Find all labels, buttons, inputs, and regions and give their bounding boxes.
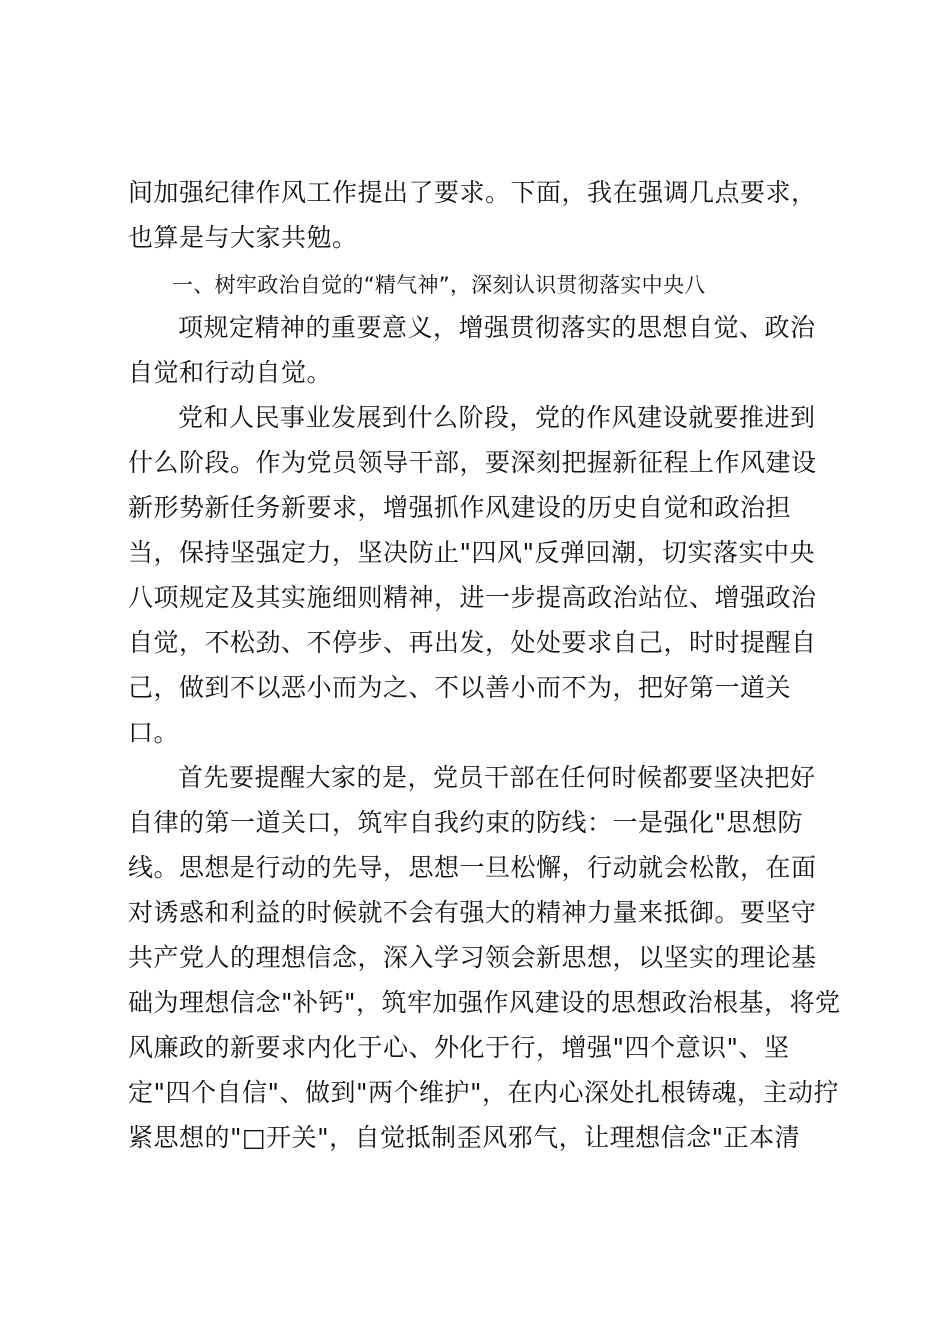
paragraph-1-line-7: 己，做到不以恶小而为之、不以善小而不为，把好第一道关 — [128, 673, 792, 702]
paragraph-1-line-5: 八项规定及其实施细则精神，进一步提高政治站位、增强政治 — [128, 583, 817, 612]
section-heading-line-1: 一、树牢政治自觉的“精气神”，深刻认识贯彻落实中央八 — [172, 273, 706, 297]
paragraph-1-line-8: 口。 — [128, 718, 180, 747]
section-heading-line-3: 自觉和行动自觉。 — [128, 358, 333, 387]
paragraph-1-line-6: 自觉，不松劲、不停步、再出发，处处要求自己，时时提醒自 — [128, 628, 817, 657]
paragraph-2-line-2: 自律的第一道关口，筑牢自我约束的防线：一是强化"思想防 — [128, 808, 804, 837]
paragraph-2-line-8: 定"四个自信"、做到"两个维护"，在内心深处扎根铸魂，主动拧 — [128, 1078, 839, 1107]
paragraph-1-line-2: 什么阶段。作为党员领导干部，要深刻把握新征程上作风建设 — [128, 448, 817, 477]
paragraph-2-line-5: 共产党人的理想信念，深入学习领会新思想，以坚实的理论基 — [128, 943, 817, 972]
section-heading-line-2: 项规定精神的重要意义，增强贯彻落实的思想自觉、政治 — [178, 313, 816, 342]
paragraph-2-line-1: 首先要提醒大家的是，党员干部在任何时候都要坚决把好 — [178, 763, 816, 792]
paragraph-1-line-4: 当，保持坚强定力，坚决防止"四风"反弹回潮，切实落实中央 — [128, 538, 816, 567]
paragraph-2-line-6: 础为理想信念"补钙"，筑牢加强作风建设的思想政治根基，将党 — [128, 988, 841, 1017]
text-line-1: 间加强纪律作风工作提出了要求。下面，我在强调几点要求， — [128, 178, 817, 207]
paragraph-1-line-1: 党和人民事业发展到什么阶段，党的作风建设就要推进到 — [178, 403, 816, 432]
paragraph-1-line-3: 新形势新任务新要求，增强抓作风建设的历史自觉和政治担 — [128, 493, 792, 522]
paragraph-2-line-9: 紧思想的"□开关"，自觉抵制歪风邪气，让理想信念"正本清 — [128, 1123, 801, 1152]
paragraph-2-line-3: 线。思想是行动的先导，思想一旦松懈，行动就会松散，在面 — [128, 853, 817, 882]
paragraph-2-line-7: 风廉政的新要求内化于心、外化于行，增强"四个意识"、坚 — [128, 1033, 790, 1062]
text-line-2: 也算是与大家共勉。 — [128, 223, 358, 252]
paragraph-2-line-4: 对诱惑和利益的时候就不会有强大的精神力量来抵御。要坚守 — [128, 898, 817, 927]
